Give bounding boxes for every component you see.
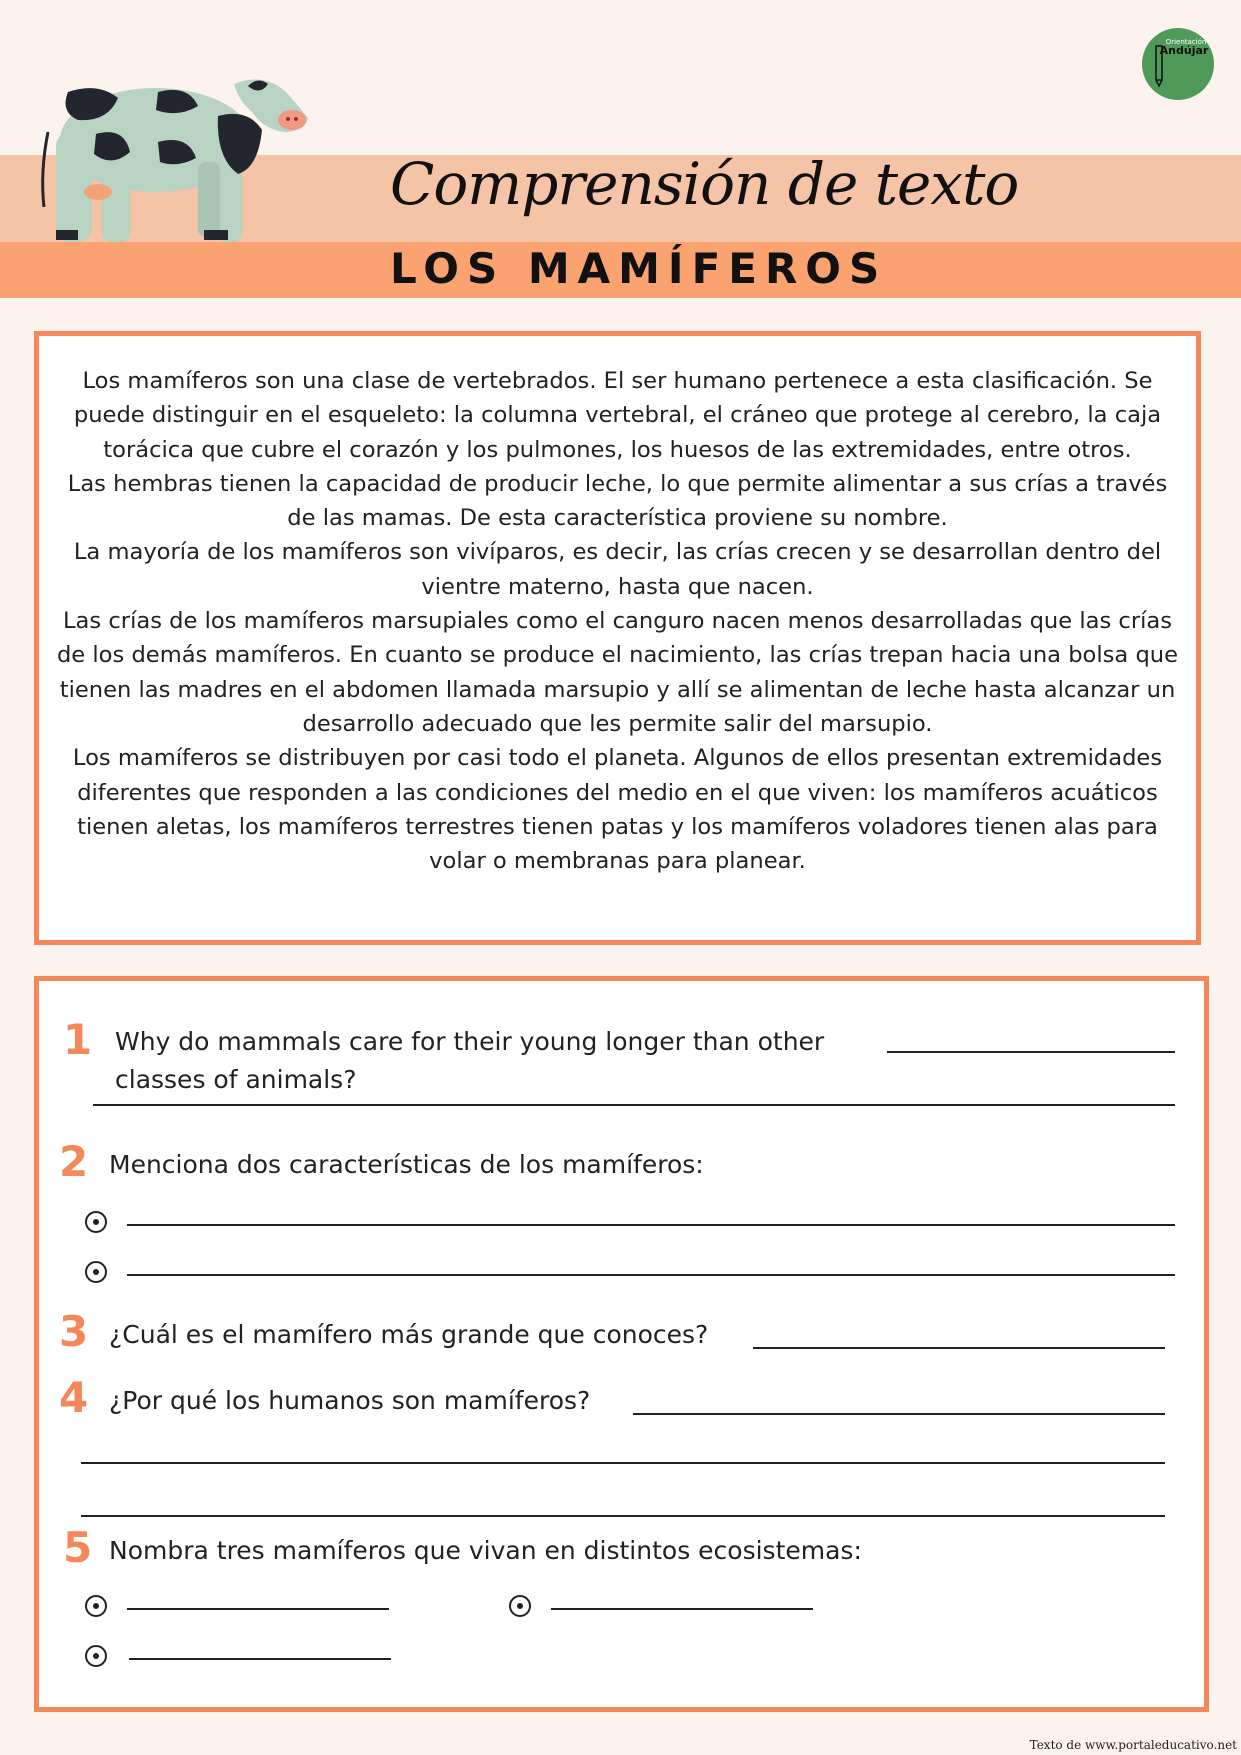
cow-illustration (38, 72, 348, 272)
answer-line-5a[interactable] (127, 1608, 389, 1610)
question-1-text-line2: classes of animals? (115, 1065, 357, 1094)
question-number: 4 (59, 1373, 89, 1422)
answer-line-2a[interactable] (127, 1224, 1175, 1226)
question-4-text: ¿Por qué los humanos son mamíferos? (109, 1386, 591, 1415)
answer-line-3[interactable] (753, 1347, 1165, 1349)
svg-text:Orientación: Orientación (1165, 38, 1207, 46)
paragraph: Las hembras tienen la capacidad de producir leche, lo que permite alimentar a sus crías a través de las mamas. De esta característica proviene su nombre. (67, 470, 1168, 532)
reading-text-box (34, 331, 1201, 945)
bullet-icon (85, 1261, 107, 1283)
answer-line-4a[interactable] (633, 1413, 1165, 1415)
answer-line-5b[interactable] (551, 1608, 813, 1610)
answer-line-2b[interactable] (127, 1274, 1175, 1276)
answer-line-1b[interactable] (93, 1104, 1175, 1106)
svg-text:Andújar: Andújar (1159, 44, 1209, 57)
question-number: 5 (63, 1523, 93, 1572)
source-credit: Texto de www.portaleducativo.net (1029, 1738, 1237, 1752)
paragraph: Los mamíferos se distribuyen por casi todo el planeta. Algunos de ellos presentan extremidades diferentes que responden a las condiciones del medio en el que viven: los mamíferos acuáticos tienen aletas, los mamíferos terrestres tienen patas y los mamíferos voladores tienen alas para volar o membranas para planear. (72, 745, 1163, 875)
questions-box (34, 976, 1209, 1712)
paragraph: Las crías de los mamíferos marsupiales como el canguro nacen menos desarrolladas que las crías de los demás mamíferos. En cuanto se produce el nacimiento, las crías trepan hacia una bolsa que tienen las madres en el abdomen llamada marsupio y allí se alimentan de leche hasta alcanzar un desarrollo adecuado que les permite salir del marsupio. (56, 608, 1179, 737)
bullet-icon (85, 1595, 107, 1617)
answer-line-4c[interactable] (81, 1515, 1165, 1517)
question-5-text: Nombra tres mamíferos que vivan en distintos ecosistemas: (109, 1536, 862, 1565)
script-title: Comprensión de texto (390, 150, 1019, 218)
paragraph: La mayoría de los mamíferos son vivíparos, es decir, las crías crecen y se desarrollan dentro del vientre materno, hasta que nacen. (73, 539, 1162, 600)
question-number: 2 (59, 1137, 89, 1186)
bullet-icon (509, 1595, 531, 1617)
bullet-icon (85, 1211, 107, 1233)
answer-line-5c[interactable] (129, 1658, 391, 1660)
page-title: LOS MAMÍFEROS (390, 244, 888, 293)
question-3-text: ¿Cuál es el mamífero más grande que conoces? (109, 1320, 709, 1349)
question-1-text-line1: Why do mammals care for their young longer than other (115, 1027, 825, 1056)
question-number: 3 (59, 1307, 89, 1356)
bullet-icon (85, 1645, 107, 1667)
orientacion-andujar-logo (1138, 28, 1218, 100)
question-2-text: Menciona dos características de los mamíferos: (109, 1150, 704, 1179)
answer-line-1a[interactable] (887, 1051, 1175, 1053)
paragraph: Los mamíferos son una clase de vertebrados. El ser humano pertenece a esta clasificación. Se puede distinguir en el esqueleto: la columna vertebral, el cráneo que protege al cerebro, la caja torácica que cubre el corazón y los pulmones, los huesos de las extremidades, entre otros. (73, 368, 1162, 463)
question-number: 1 (63, 1015, 93, 1064)
answer-line-4b[interactable] (81, 1462, 1165, 1464)
